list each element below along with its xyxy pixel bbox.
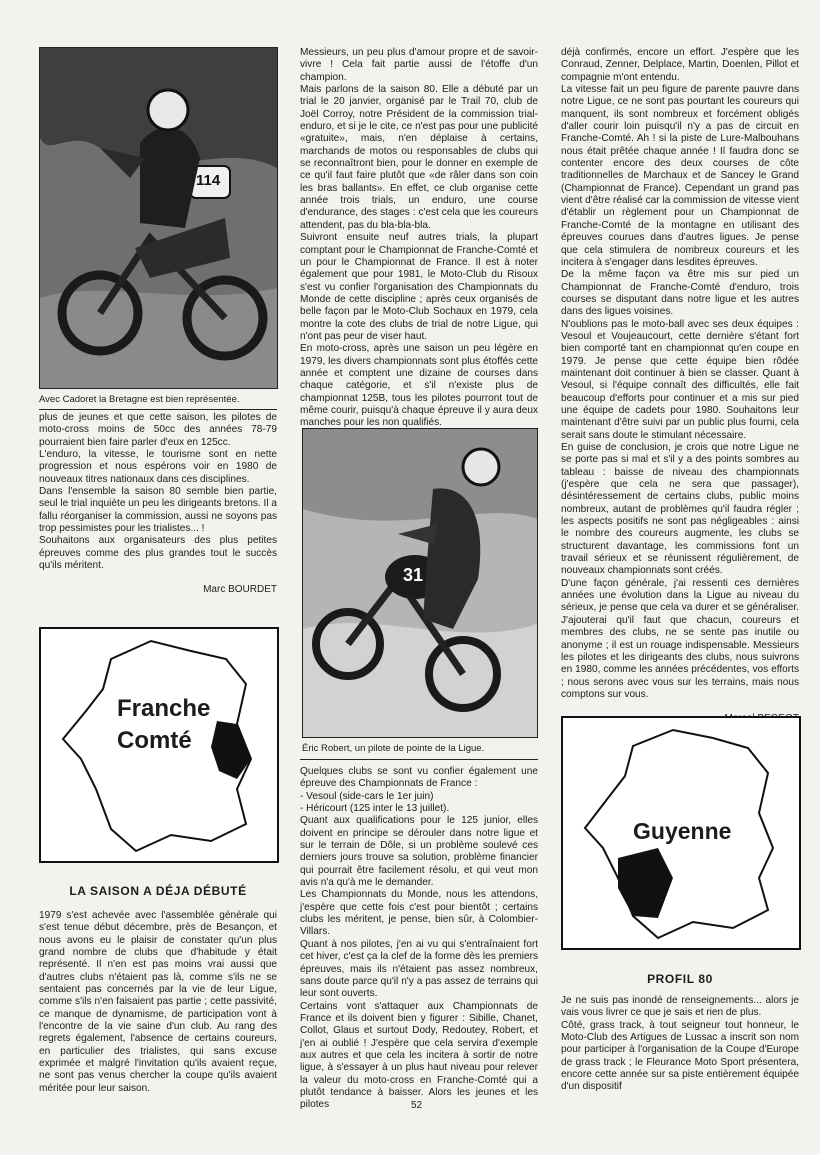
paragraph: Dans l'ensemble la saison 80 semble bien partie, seul le trial inquiète un peu les dirigeants bretons. Il a fallu réorganiser la commission, aussi ne soyons pas trop pessimistes pour les trialistes... ! bbox=[39, 486, 277, 535]
bike-number-plate: 114 bbox=[196, 172, 221, 189]
paragraph: N'oublions pas le moto-ball avec ses deux équipes : Vesoul et Voujeaucourt, cette dernière s'étant fort bien comporté tant en championnat qu'en coupe en 1979. Je pense que cette équipe bien rôdée maintenant doit continuer à bien se classer. Quant à Vesoul, si l'équipe connaît des difficultés, elle fait beaucoup d'efforts pour continuer et a mis sur pied une équipe de cadets pour 1980. Souhaitons leur maintenant d'être suivi par un public plus fourni, cela serait sans doute le stimulant nécessaire. bbox=[561, 318, 799, 441]
paragraph: Côté, grass track, à tout seigneur tout honneur, le Moto-Club des Artigues de Lussac a inscrit son nom pour participer à l'organisation de la Coupe d'Europe de grass track ; le Fleurance Moto Sport présentera, encore cette année sur sa piste entièrement équipée d'un dispositif bbox=[561, 1019, 799, 1093]
paragraph: 1979 s'est achevée avec l'assemblée générale qui s'est tenue début décembre, près de Besançon, et nous avons eu le plaisir de constater qu'un plus grand nombre de clubs que d'habitude y était représenté. Il n'en est pas moins vrai aussi que d'autres clubs n'étaient pas là, comme s'ils ne se sentaient pas concernés par la vie de leur Ligue, comme s'ils n'en faisaient pas partie ; cette passivité, ce manque de dynamisme, de participation vont à l'encontre de la vie saine d'un club. Au rang des regrets également, l'absence de certains coureurs, en particulier des trialistes, qui sans excuse exprimée et malgré l'invitation qu'ils avaient reçue, ne sont pas venus chercher la coupe qu'ils avaient méritée pour leur saison. bbox=[39, 910, 277, 1094]
paragraph: L'enduro, la vitesse, le tourisme sont en nette progression et nous espérons voir en 1980 de nouveaux titres nationaux dans ces disciplines. bbox=[39, 449, 277, 485]
paragraph: Mais parlons de la saison 80. Elle a débuté par un trial le 20 janvier, organisé par le Trail 70, club de Joël Corroy, notre Président de la commission trial-enduro, et si je le cite, ce n'est pas pour une publicité «gratuite», mais, n'en déplaise à certains, marchands de motos ou responsables de clubs qui se reconnaîtront bien, pour le donner en exemple de ce qu'il faut faire plutôt que «de râler dans son coin les bras ballants». En effet, ce club organise cette année trois trials, un enduro, une course d'endurance, des stages : c'est cela que les coureurs attendent, pas du bla-bla-bla. bbox=[300, 84, 538, 231]
paragraph: Je ne suis pas inondé de renseignements... alors je vais vous livrer ce que je sais et rien de plus. bbox=[561, 995, 799, 1019]
paragraph: déjà confirmés, encore un effort. J'espère que les Conraud, Zenner, Delplace, Martin, Doenlen, Pillot et compagnie m'ont entendu. bbox=[561, 47, 799, 83]
region-label: Comté bbox=[117, 727, 192, 754]
region-label: Guyenne bbox=[633, 818, 732, 844]
caption-rule bbox=[39, 409, 277, 410]
paragraph: - Vesoul (side-cars le 1er juin) bbox=[300, 790, 434, 802]
photo-caption: Avec Cadoret la Bretagne est bien représentée. bbox=[39, 394, 240, 405]
paragraph: Souhaitons aux organisateurs des plus petites épreuves comme des plus grandes tout le succès qu'ils méritent. bbox=[39, 535, 277, 572]
section-1-text bbox=[39, 910, 277, 1095]
region-label: Franche bbox=[117, 695, 211, 722]
photo-cadoret bbox=[39, 47, 278, 389]
map-guyenne bbox=[561, 716, 801, 950]
paragraph: En moto-cross, après une saison un peu légère en 1979, les divers championnats sont plus étoffés cette année et comptent une dizaine de courses dans chaque catégorie, et s'il n'existe plus de championnat 125B, tous les pilotes pourront tout de même courir, puisqu'à chaque épreuve il y aura deux manches pour les non qualifiés. bbox=[300, 343, 538, 429]
section-heading: LA SAISON A DÉJA DÉBUTÉ bbox=[69, 884, 247, 898]
paragraph: Messieurs, un peu plus d'amour propre et de savoir-vivre ! Cela fait partie aussi de l'étoffe d'un champion. bbox=[300, 47, 538, 83]
paragraph: Quant à nos pilotes, j'en ai vu qui s'entraînaient fort cet hiver, c'est ça la clef de la forme dès les premiers épreuves, mais ils n'étaient pas assez nombreux, sans doute parce qu'il n'y a pas assez de terrains qui leur sont ouverts. bbox=[300, 938, 538, 1000]
paragraph: Les Championnats du Monde, nous les attendons, j'espère que cette fois c'est pour bientôt ; certains clubs les méritent, je pense, bien sûr, à Colombier-Villars. bbox=[300, 889, 538, 938]
photo-caption: Éric Robert, un pilote de pointe de la Ligue. bbox=[302, 743, 485, 754]
paragraph: plus de jeunes et que cette saison, les pilotes de moto-cross moins de 50cc des années 78-79 pourraient bien faire parler d'eux en 125cc. bbox=[39, 412, 277, 448]
paragraph: Quelques clubs se sont vu confier également une épreuve des Championnats de France : bbox=[300, 766, 538, 790]
section-heading: PROFIL 80 bbox=[647, 972, 713, 986]
column-1-text bbox=[39, 412, 277, 597]
map-franche-comte bbox=[39, 627, 279, 863]
column-3-text bbox=[561, 47, 799, 726]
column-2-bottom-text bbox=[300, 766, 538, 1112]
author-signature: Marc BOURDET bbox=[203, 584, 277, 596]
caption-rule bbox=[300, 759, 538, 760]
bike-number-plate: 31 bbox=[403, 565, 424, 585]
paragraph: La vitesse fait un peu figure de parente pauvre dans notre Ligue, ce ne sont pas pourtant les coureurs qui manquent, ils sont nombreux et forcément obligés d'aller courir loin puisqu'il n'y a pas de circuit en Franche-Comté. Ah ! si la piste de Lure-Malbouhans nous était prêtée chaque année ! Il faudra donc se contenter encore des deux courses de côte traditionnelles de Marchaux et de Sancey le Grand (Championnat de France). Cependant un grand pas vient d'être réalisé car la commission de vitesse vient d'établir un règlement pour un Championnat de Franche-Comté de la montagne en utilisant des épreuves courues dans d'autres ligues. Je pense que cela stimulera de nombreux coureurs et les incitera à s'engager dans lesdites épreuves. bbox=[561, 84, 799, 268]
page-number: 52 bbox=[411, 1100, 423, 1111]
paragraph: Quant aux qualifications pour le 125 junior, elles doivent en principe se dérouler dans notre ligue et sur le terrain de Dôle, si un problème soulevé ces derniers jours trouve sa solution, problème financier qui pourrait être facilement résolu, et qui veut mon avis n'a qu'à me le demander. bbox=[300, 815, 538, 889]
paragraph: - Héricourt (125 inter le 13 juillet). bbox=[300, 803, 450, 815]
paragraph: Certains vont s'attaquer aux Championnats de France et ils doivent bien y figurer : Sibille, Chanet, Collot, Glaus et surtout Dody, Redoutey, Robert, et j'en ai oublié ! J'espère que cela servira d'exemple aux autres et que cela les incitera à sortir de notre ligue, à s'essayer à un plus haut niveau pour relever la valeur du moto-cross en Franche-Comté qui a plutôt tendance à baisser. Alors les jeunes et les pilotes bbox=[300, 1000, 538, 1111]
photo-robert bbox=[302, 428, 538, 738]
paragraph: Suivront ensuite neuf autres trials, la plupart comptant pour le Championnat de Franche-Comté et un pour le Championnat de France. Il est à noter également que pour 1981, le Moto-Club du Risoux s'est vu confier l'organisation des Championnats du Monde de cette discipline ; après ceux organisés de belle façon par le Moto-Club Sochaux en 1979, cela montre la cote des clubs de trial de notre Ligue, qui n'ont pas peur de viser haut. bbox=[300, 232, 538, 342]
column-2-top-text bbox=[300, 47, 538, 430]
motocross-rider-illustration bbox=[40, 48, 277, 388]
section-2-text bbox=[561, 995, 799, 1094]
paragraph: En guise de conclusion, je crois que notre Ligue ne se porte pas si mal et s'il y a des points sombres au tableau : baisse de niveau des championnats (j'espère que cela ne sera que passager), désintéressement de certains clubs, public moins nombreux, autant de problèmes qu'il faudra régler ; les aspects positifs ne sont pas négligeables : ainsi le nombre des coureurs augmente, les clubs se structurent davantage, les commissions font un travail sérieux et se réunissent régulièrement, de nouveaux championnats sont créés. bbox=[561, 442, 799, 577]
paragraph: De la même façon va être mis sur pied un Championnat de Franche-Comté d'enduro, trois courses se disputant dans notre ligue et les autres dans des ligues voisines. bbox=[561, 269, 799, 318]
paragraph: D'une façon générale, j'ai ressenti ces dernières années une évolution dans la Ligue au niveau du sérieux, je pense que cela va durer et se généraliser. J'ajouterai qu'il faut que chacun, coureurs et membres des clubs, ne se sente pas inutile ou anonyme ; il est un rouage indispensable. Messieurs les pilotes et les dirigeants des clubs, nous suivrons en 1980, comme les années précédentes, vos efforts ; nous serons avec vous sur les terrains, mais nous comptons sur vous. bbox=[561, 577, 799, 700]
